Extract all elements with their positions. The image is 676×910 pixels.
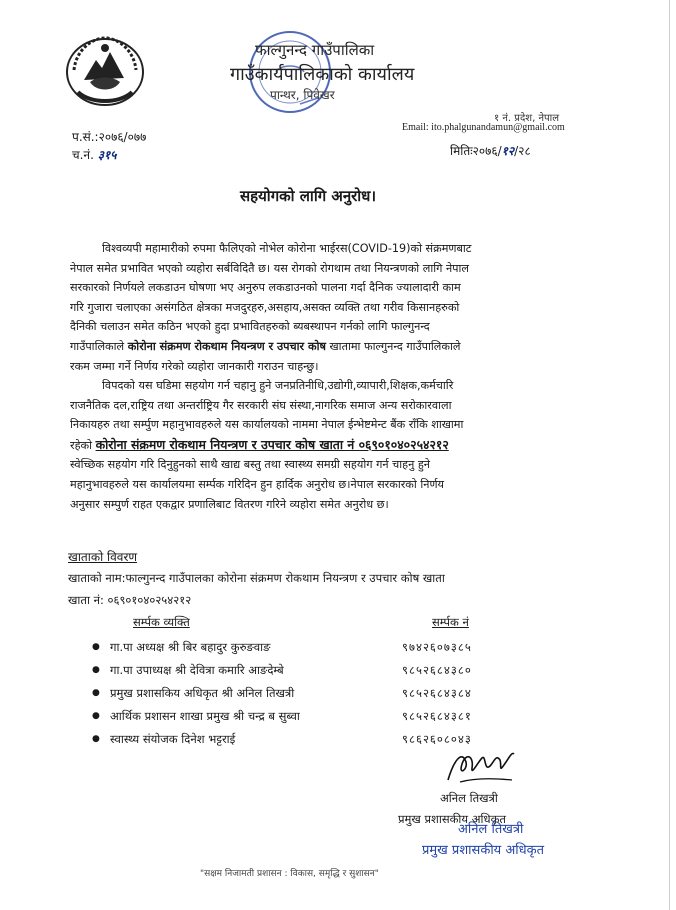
paragraph-line: नेपाल समेत प्रभावित भएको व्यहोरा सर्बविदितै छ। यस रोगको रोगथाम तथा नियन्त्रणको लागि नेपाल	[70, 261, 470, 275]
letterhead-email: Email: ito.phalgunandamun@gmail.com	[402, 122, 565, 133]
paragraph-line: रकम जम्मा गर्ने निर्णय गरेको व्यहोरा जानकारी गराउन चाहन्छु।	[70, 359, 319, 373]
subject-heading: सहयोगको लागि अनुरोध।	[240, 187, 377, 205]
date-label: मितिः२०७६/	[450, 144, 502, 158]
contact-row	[92, 709, 512, 729]
letterhead-location: पान्थर, पिवेखर	[270, 88, 335, 102]
paragraph-line: स्वेच्छिक सहयोग गरि दिनुहुनको साथै खाद्य बस्तु तथा स्वास्थ्य समग्री सहयोग गर्न चाहनु हुने	[70, 458, 431, 472]
contact-row	[92, 686, 512, 706]
paragraph-line: निकायहरु तथा सर्म्पुण महानुभावहरुले यस कार्यालयको नाममा नेपाल ईन्भेष्टमेन्ट बैंक राँकि शाखामा	[70, 418, 464, 432]
contact-phone: ९८६२६०८०४३	[402, 732, 472, 746]
contact-person-header: सर्म्पक व्यक्ति	[133, 615, 190, 629]
paragraph-line: राजनैतिक दल,राष्ट्रिय तथा अन्तर्राष्ट्रिय गैर सरकारी संघ संस्था,नागरिक समाज अन्य सरोकारवाला	[70, 398, 452, 412]
paragraph-request	[70, 376, 595, 514]
dispatch-label: च.नं.	[72, 148, 94, 162]
footer-slogan: "सक्षम निजामती प्रशासन : विकास, समृद्धि र सुशासन"	[200, 869, 379, 879]
contact-row	[92, 640, 512, 660]
bullet-icon: ●	[92, 665, 100, 675]
text-run: खातामा फाल्गुनन्द गाउँपालिकाले	[325, 339, 461, 353]
date-month-handwritten: १२	[501, 144, 515, 158]
paragraph-line: विपदको यस घडिमा सहयोग गर्न चहानु हुने जनप्रतिनीधि,उद्योगी,व्यापारी,शिक्षक,कर्मचारि	[102, 379, 454, 392]
page-edge-line	[669, 0, 670, 910]
contact-phone: ९८५२६८४३८०	[402, 663, 472, 677]
bullet-icon: ●	[92, 711, 100, 721]
bullet-icon: ●	[92, 688, 100, 698]
contact-name: गा.पा अध्यक्ष श्री बिर बहादुर कुरुङवाङ	[110, 640, 271, 654]
account-name: खाताको नाम:फाल्गुनन्द गाउँपालका कोरोना संक्रमण रोकथाम नियन्त्रण र उपचार कोष खाता	[68, 571, 445, 585]
paragraph-line: गरि गुजारा चलाएका असंगठित क्षेत्रका मजदुरहरु,असहाय,असक्त व्यक्ति तथा गरीव किसानहरुको	[70, 300, 460, 314]
contact-row	[92, 663, 512, 683]
contact-name: आर्थिक प्रशासन शाखा प्रमुख श्री चन्द्र ब सुब्वा	[110, 709, 300, 723]
contact-name: गा.पा उपाध्यक्ष श्री देवित्रा कमारि आङदेम्बे	[110, 663, 284, 677]
nepal-emblem-icon	[62, 30, 148, 108]
name-stamp: अनिल तिखत्री	[458, 822, 524, 837]
paragraph-line: महानुभावहरुले यस कार्यालयमा सर्म्पक गरिदिन हुन हार्दिक अनुरोध छ।नेपाल सरकारको निर्णय	[70, 477, 445, 491]
date-day: /२८	[514, 144, 531, 158]
letterhead-province: १ नं. प्रदेश, नेपाल	[494, 113, 560, 124]
signatory-post: प्रमुख प्रशासकीय अधिकृत	[398, 812, 506, 826]
contact-name: प्रमुख प्रशासकिय अधिकृत श्री अनिल तिखत्री	[110, 686, 295, 700]
account-details-title: खाताको विवरण	[68, 550, 138, 564]
paragraph-intro	[70, 239, 595, 376]
paragraph-line: दैनिकी चलाउन समेत कठिन भएको हुदा प्रभावितहरुको ब्यबस्थापन गर्नको लागि फाल्गुनन्द	[70, 320, 430, 334]
paragraph-line: सरकारको निर्णयले लकडाउन घोषणा भए अनुरुप लकडाउनको पालना गर्दा दैनिक ज्यालादारी काम	[70, 281, 461, 295]
letter-date	[450, 142, 531, 159]
text-run: गाउँपालिकाले	[70, 339, 128, 353]
reference-number: प.सं.:२०७६/०७७	[72, 130, 147, 144]
paragraph-line	[70, 337, 595, 357]
contact-phone: ९८५२६८४३८४	[402, 686, 472, 700]
contact-phone: ९७४२६०७३८५	[402, 640, 472, 654]
dispatch-handwritten-no: ३१५	[97, 148, 117, 162]
handwritten-signature	[440, 742, 520, 790]
contact-name: स्वास्थ्य संयोजक दिनेश भट्टराई	[110, 732, 236, 746]
bullet-icon: ●	[92, 642, 100, 652]
post-stamp: प्रमुख प्रशासकीय अधिकृत	[422, 843, 545, 858]
fund-account-underlined: कोरोना संक्रमण रोकथाम नियन्त्रण र उपचार कोष खाता नं ०६९०१०४०२५४२१२	[95, 436, 449, 452]
contact-number-header: सर्म्पक नं	[432, 615, 469, 629]
paragraph-line: अनुसार सम्पुर्ण राहत एकद्वार प्रणालिबाट वितरण गरिने व्यहोरा समेत अनुरोध छ।	[70, 497, 389, 511]
paragraph-line: विश्वव्यपी महामारीको रुपमा फैलिएको नोभेल कोरोना भाईरस(COVID-19)को संक्रमणबाट	[102, 242, 472, 255]
letterhead-office: गाउँकार्यपालिकाको कार्यालय	[230, 64, 415, 85]
paragraph-line	[70, 435, 595, 456]
fund-name-bold: कोरोना संक्रमण रोकथाम नियन्त्रण र उपचार कोष	[127, 339, 326, 353]
account-number: खाता नं: ०६९०१०४०२५४२१२	[68, 593, 192, 607]
dispatch-number	[72, 146, 116, 163]
letterhead-municipality: फाल्गुनन्द गाउँपालिका	[255, 41, 375, 59]
bullet-icon: ●	[92, 734, 100, 744]
signatory-name: अनिल तिखत्री	[440, 791, 498, 805]
contact-phone: ९८५२६८४३८१	[402, 709, 472, 723]
text-run: रहेको	[70, 438, 96, 452]
